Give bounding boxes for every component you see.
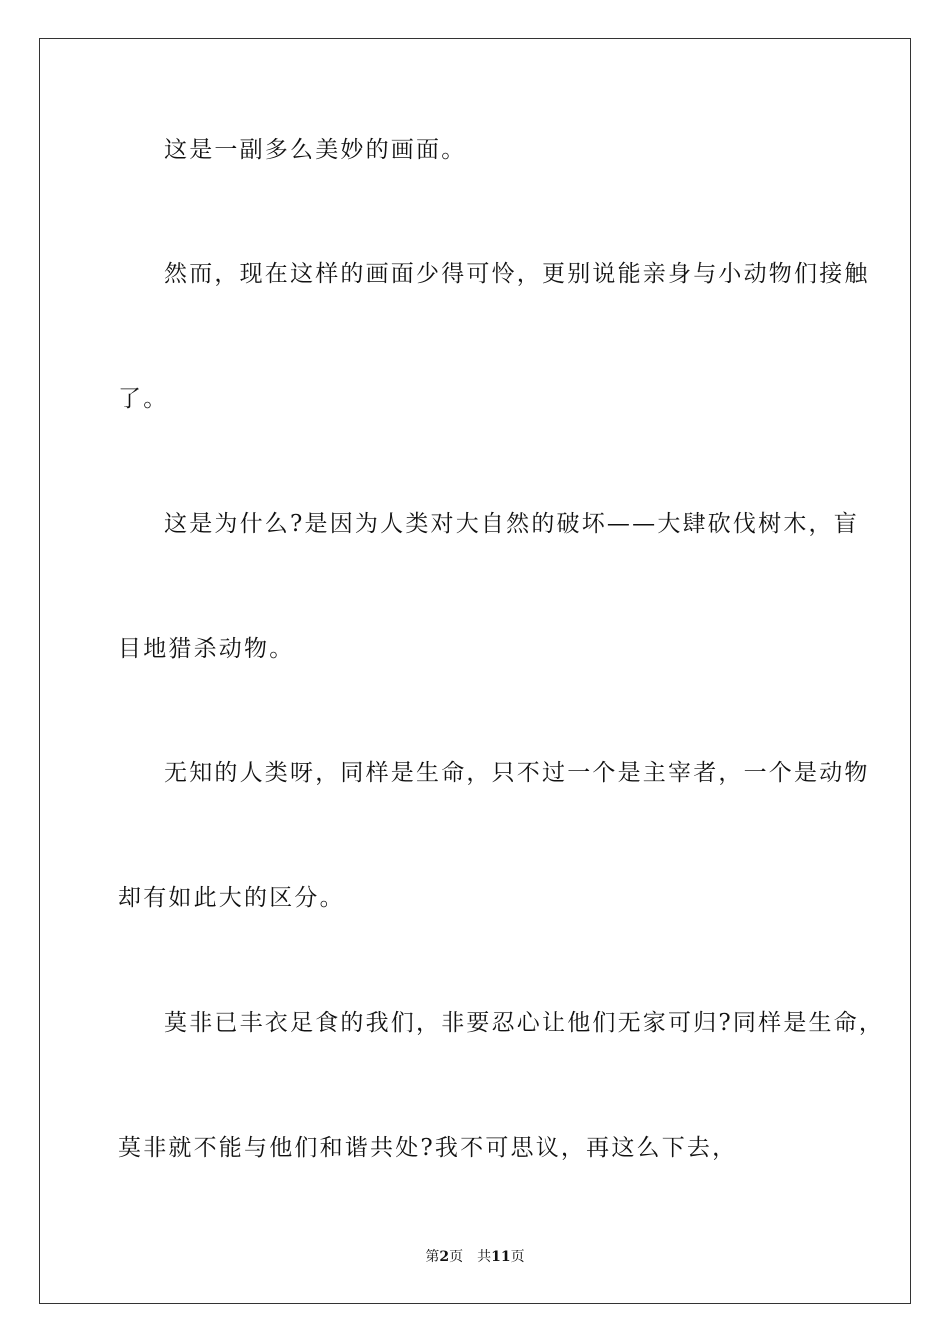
paragraph-5-line-2: 莫非就不能与他们和谐共处?我不可思议，再这么下去， — [118, 1135, 738, 1161]
page-frame — [39, 38, 911, 1304]
total-pages: 11 — [491, 1249, 511, 1265]
paragraph-2-line-1: 然而，现在这样的画面少得可怜，更别说能亲身与小动物们接触 — [164, 261, 870, 287]
paragraph-5-line-1: 莫非已丰衣足食的我们，非要忍心让他们无家可归?同样是生命， — [164, 1010, 885, 1036]
paragraph-3-line-2: 目地猎杀动物。 — [118, 636, 295, 662]
paragraph-1-line-1: 这是一副多么美妙的画面。 — [164, 137, 467, 163]
paragraph-4-line-1: 无知的人类呀，同样是生命，只不过一个是主宰者，一个是动物 — [164, 760, 870, 786]
paragraph-4-line-2: 却有如此大的区分。 — [118, 885, 345, 911]
total-label-prefix: 共 — [477, 1249, 492, 1265]
page-label-prefix: 第 — [425, 1249, 440, 1265]
page-number: 2 — [439, 1249, 450, 1265]
page-footer — [0, 1248, 950, 1266]
total-label-suffix: 页 — [510, 1249, 525, 1265]
paragraph-2-line-2: 了。 — [118, 386, 169, 412]
paragraph-3-line-1: 这是为什么?是因为人类对大自然的破坏——大肆砍伐树木，盲 — [164, 511, 859, 537]
page-label-suffix: 页 — [449, 1249, 464, 1265]
